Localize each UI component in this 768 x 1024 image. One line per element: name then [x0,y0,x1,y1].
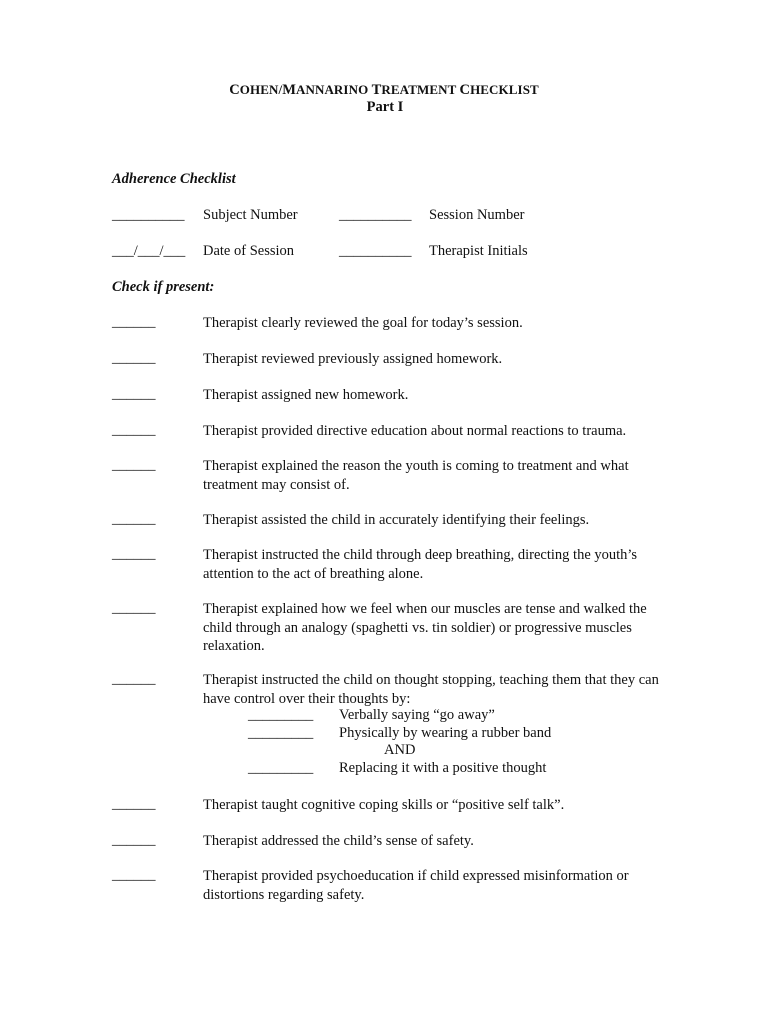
checklist-item-text: Therapist explained how we feel when our muscles are tense and walked the child through an analogy (spaghetti vs. tin soldier) or progressive muscles relaxation. [203,601,647,654]
checklist-item-text: Therapist explained the reason the youth is coming to treatment and what treatment may consist of. [203,458,629,493]
sub-item-text: Verbally saying “go away” [339,707,495,723]
check-blank[interactable]: ______ [112,386,156,402]
checklist-item-text: Therapist provided psychoeducation if child expressed misinformation or distortions regarding safety. [203,868,629,903]
checklist-item-text: Therapist addressed the child’s sense of safety. [203,833,474,849]
check-blank[interactable]: ______ [112,796,156,812]
page-subtitle: Part I [366,99,404,115]
and-label: AND [384,742,416,758]
date-of-session-blank[interactable]: ___/___/___ [112,243,186,259]
check-blank[interactable]: ______ [112,867,156,883]
check-blank[interactable]: ______ [112,671,156,687]
sub-item-text: Physically by wearing a rubber band [339,725,552,741]
sub-item-text: Replacing it with a positive thought [339,760,547,776]
checklist-item-text: Therapist reviewed previously assigned homework. [203,351,503,367]
therapist-initials-blank[interactable]: __________ [339,243,412,259]
subject-number-blank[interactable]: __________ [112,207,185,223]
check-blank[interactable]: ______ [112,511,156,527]
check-blank[interactable]: ______ [112,546,156,562]
therapist-initials-label: Therapist Initials [429,243,528,259]
checklist-item-text: Therapist assisted the child in accurately identifying their feelings. [203,512,590,528]
session-number-blank[interactable]: __________ [339,207,412,223]
checklist-item-text: Therapist taught cognitive coping skills or “positive self talk”. [203,797,565,813]
check-blank[interactable]: ______ [112,314,156,330]
session-number-label: Session Number [429,207,525,223]
checklist-item-text: Therapist instructed the child through deep breathing, directing the youth’s attention to the act of breathing alone. [203,547,638,582]
sub-check-blank[interactable]: _________ [248,725,314,741]
adherence-heading: Adherence Checklist [112,171,236,187]
check-blank[interactable]: ______ [112,350,156,366]
check-blank[interactable]: ______ [112,422,156,438]
check-if-present-heading: Check if present: [112,279,215,295]
sub-check-blank[interactable]: _________ [248,707,314,723]
date-of-session-label: Date of Session [203,243,295,259]
sub-check-blank[interactable]: _________ [248,760,314,776]
checklist-item-text: Therapist clearly reviewed the goal for today’s session. [203,315,523,331]
check-blank[interactable]: ______ [112,832,156,848]
checklist-item-text: Therapist assigned new homework. [203,387,409,403]
check-blank[interactable]: ______ [112,600,156,616]
page-title: COHEN/MANNARINO TREATMENT CHECKLIST [229,82,539,98]
subject-number-label: Subject Number [203,207,298,223]
checklist-item-text: Therapist provided directive education about normal reactions to trauma. [203,423,627,439]
check-blank[interactable]: ______ [112,457,156,473]
checklist-item-text: Therapist instructed the child on thought stopping, teaching them that they can have control over their thoughts by: [203,672,659,707]
